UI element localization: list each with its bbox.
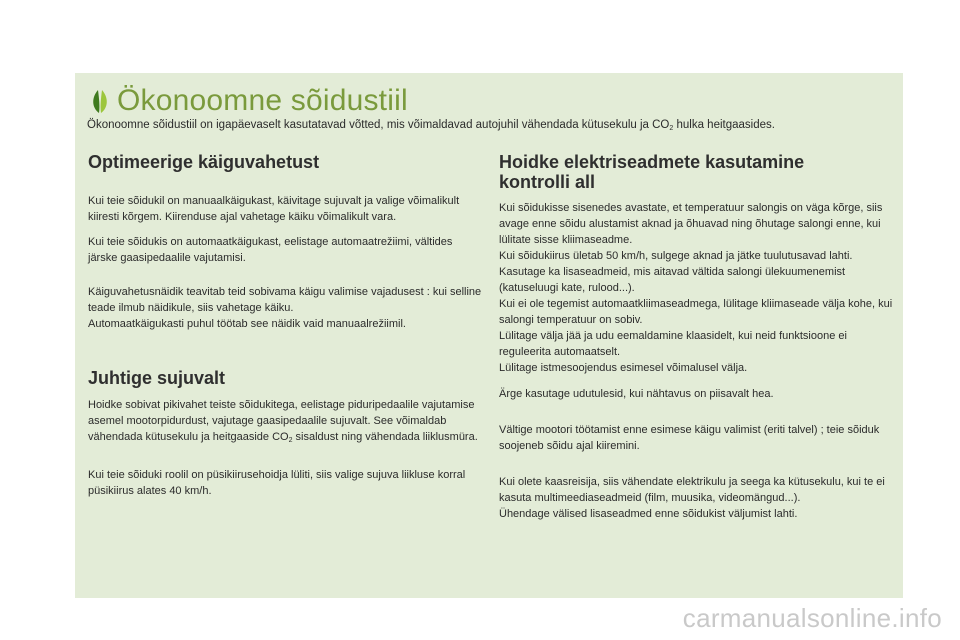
leaf-icon bbox=[89, 88, 111, 114]
watermark: carmanualsonline.info bbox=[682, 603, 942, 633]
paragraph-following-distance bbox=[88, 397, 483, 445]
paragraph-gear-indicator-auto: Automaatkäigukasti puhul töötab see näidik vaid manuaalrežiimil. bbox=[88, 318, 406, 330]
paragraph-cabin-hot: Kui sõidukisse sisenedes avastate, et temperatuur salongis on väga kõrge, siis avage enne sõidu alustamist aknad ja õhuavad ning õhutage salongi enne, kui lülitate sisse kliimaseadme. bbox=[499, 202, 883, 246]
paragraph-fog-lights: Ärge kasutage udutulesid, kui nähtavus on piisavalt hea. bbox=[499, 388, 774, 400]
paragraph-gear-indicator: Käiguvahetusnäidik teavitab teid sobivama käigu valimise vajadusest : kui selline teade ilmub näidikule, siis vahetage käiku. bbox=[88, 286, 482, 314]
paragraph-defrost: Lülitage välja jää ja udu eemaldamine klaasidelt, kui neid funktsioone ei reguleerita automaatselt. bbox=[499, 330, 847, 358]
paragraph-manual-gearbox: Kui teie sõidukil on manuaalkäigukast, käivitage sujuvalt ja valige võimalikult kiiresti kõrgem. Kiirenduse ajal vahetage käiku võimalikult vara. bbox=[88, 195, 460, 223]
intro-after: hulka heitgaasides. bbox=[673, 119, 775, 131]
heading-drive-smoothly: Juhtige sujuvalt bbox=[88, 368, 226, 388]
paragraph-climate-off: Kui ei ole tegemist automaatkliimaseadmega, lülitage kliimaseade välja kohe, kui salongi temperatuur on sobiv. bbox=[499, 298, 893, 326]
paragraph-engine-idle: Vältige mootori töötamist enne esimese käigu valimist (eriti talvel) ; teie sõiduk soojeneb sõidu ajal kiiremini. bbox=[499, 424, 880, 452]
heading-electrical-line1: Hoidke elektriseadmete kasutamine bbox=[499, 152, 805, 172]
left-column bbox=[88, 152, 483, 499]
heading-electrical-line2: kontrolli all bbox=[499, 172, 596, 192]
title-row bbox=[89, 83, 408, 119]
paragraph-disconnect-devices: Ühendage välised lisaseadmed enne sõidukist väljumist lahti. bbox=[499, 508, 798, 520]
page-title: Ökonoomne sõidustiil bbox=[117, 84, 408, 117]
following-distance-subscript: 2 bbox=[288, 437, 293, 444]
right-column bbox=[499, 152, 897, 522]
following-distance-after: sisaldust ning vähendada liiklusmüra. bbox=[292, 431, 478, 443]
intro-text bbox=[87, 118, 897, 132]
paragraph-automatic-gearbox: Kui teie sõidukis on automaatkäigukast, eelistage automaatrežiimi, vältides järske gaasipedaalile vajutamisi. bbox=[88, 236, 453, 264]
paragraph-speed-windows: Kui sõidukiirus ületab 50 km/h, sulgege aknad ja jätke tuulutusavad lahti. bbox=[499, 250, 853, 262]
following-distance-before: Hoidke sobivat pikivahet teiste sõidukitega, eelistage piduripedaalile vajutamise asemel mootorpidurdust, vajutage gaasipedaalile sujuvalt. See võimaldab vähendada kütusekulu ja heitgaaside CO bbox=[88, 399, 475, 443]
paragraph-accessories: Kasutage ka lisaseadmeid, mis aitavad vältida salongi ülekuumenemist (katuseluugi kate, rulood...). bbox=[499, 266, 846, 294]
heading-optimize-gears: Optimeerige käiguvahetust bbox=[88, 152, 320, 172]
paragraph-passenger-multimedia: Kui olete kaasreisija, siis vähendate elektrikulu ja seega ka kütusekulu, kui te ei kasuta multimeediaseadmeid (film, muusika, videomängud...). bbox=[499, 476, 885, 504]
paragraph-seat-heating: Lülitage istmesoojendus esimesel võimalusel välja. bbox=[499, 362, 748, 374]
paragraph-cruise-control: Kui teie sõiduki roolil on püsikiirusehoidja lüliti, siis valige sujuva liikluse korral püsikiirus alates 40 km/h. bbox=[88, 469, 466, 497]
intro-before: Ökonoomne sõidustiil on igapäevaselt kasutatavad võtted, mis võimaldavad autojuhil vähendada kütusekulu ja CO bbox=[87, 119, 670, 131]
heading-electrical-equipment bbox=[499, 152, 897, 192]
content-panel bbox=[75, 73, 903, 598]
intro-subscript: 2 bbox=[669, 125, 674, 132]
